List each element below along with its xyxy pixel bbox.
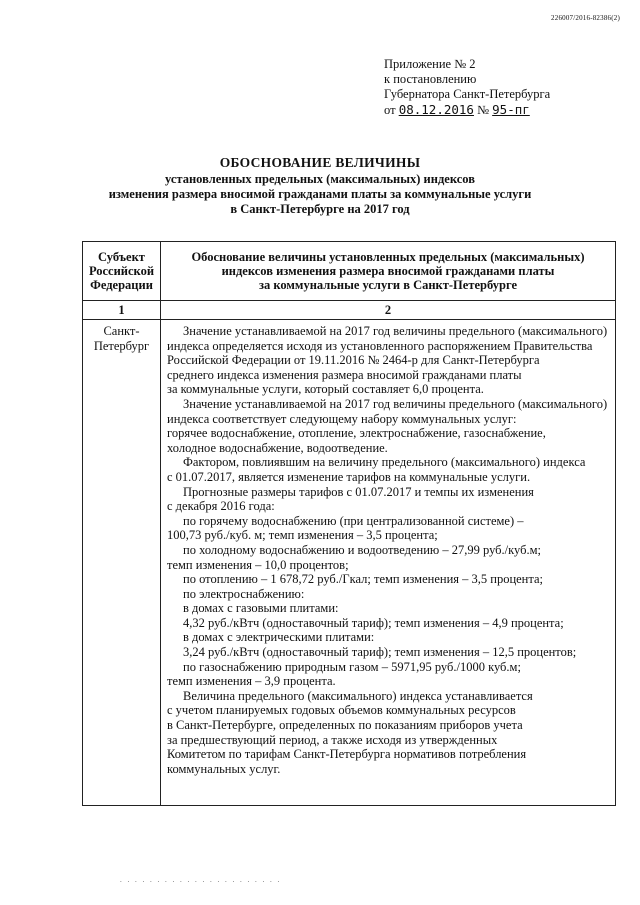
subject-line: Санкт-	[103, 324, 140, 338]
justification-line: коммунальных услуг.	[167, 761, 281, 776]
justification-table	[82, 241, 616, 806]
justification-line: индекса соответствует следующему набору коммунальных услуг:	[167, 411, 517, 426]
justification-line: Российской Федерации от 19.11.2016 № 2464-р для Санкт-Петербурга	[167, 353, 540, 368]
column-number-1: 1	[83, 301, 161, 320]
justification-line: по горячему водоснабжению (при централизованной системе) –	[183, 513, 524, 528]
justification-line: темп изменения – 10,0 процентов;	[167, 557, 349, 572]
subject-line: Петербург	[93, 339, 150, 353]
justification-line: Комитетом по тарифам Санкт-Петербурга нормативов потребления	[167, 747, 527, 762]
annex-date-line	[384, 102, 550, 118]
justification-line: в домах с электрическими плитами:	[183, 630, 375, 645]
justification-line: Фактором, повлиявшим на величину предельного (максимального) индекса	[183, 455, 586, 470]
justification-line: индекса определяется исходя из установленного распоряжением Правительства	[167, 338, 593, 353]
justification-line: с учетом планируемых годовых объемов коммунальных ресурсов	[167, 703, 516, 718]
justification-line: за коммунальные услуги, который составляет 6,0 процента.	[167, 382, 484, 397]
justification-line: Прогнозные размеры тарифов с 01.07.2017 и темпы их изменения	[183, 484, 534, 499]
justification-line: с декабря 2016 года:	[167, 499, 275, 514]
justification-line: 4,32 руб./кВтч (одноставочный тариф); темп изменения – 4,9 процента;	[183, 615, 564, 630]
annex-block	[384, 57, 550, 118]
justification-line: 100,73 руб./куб. м; темп изменения – 3,5 процента;	[167, 528, 438, 543]
scan-artifact-dots: . . . . . . . . . . . . . . . . . . . . . .	[120, 876, 282, 884]
date-prefix: от	[384, 103, 396, 117]
column-number-2: 2	[161, 301, 616, 320]
header-subject	[83, 242, 161, 301]
justification-line: холодное водоснабжение, водоотведение.	[167, 440, 388, 455]
justification-line: по холодному водоснабжению и водоотведению – 27,99 руб./куб.м;	[183, 542, 541, 557]
justification-line: среднего индекса изменения размера вносимой гражданами платы	[167, 367, 522, 382]
justification-line: темп изменения – 3,9 процента.	[167, 674, 336, 689]
annex-to-resolution: к постановлению	[384, 72, 477, 86]
title-line-3: изменения размера вносимой гражданами платы за коммунальные услуги	[108, 187, 532, 201]
resolution-date: 08.12.2016	[398, 102, 474, 117]
justification-line: по отоплению – 1 678,72 руб./Гкал; темп изменения – 3,5 процента;	[183, 572, 544, 587]
document-title	[0, 154, 640, 217]
justification-line: с 01.07.2017, является изменение тарифов на коммунальные услуги.	[167, 469, 531, 484]
header-subject-line: Субъект	[98, 250, 145, 264]
justification-line: в домах с газовыми плитами:	[183, 601, 339, 616]
justification-line: Величина предельного (максимального) индекса устанавливается	[183, 688, 533, 703]
justification-line: в Санкт-Петербурге, определенных по показаниям приборов учета	[167, 718, 523, 733]
justification-line: горячее водоснабжение, отопление, электроснабжение, газоснабжение,	[167, 426, 546, 441]
header-justification	[161, 242, 616, 301]
header-subject-line: Российской	[88, 264, 155, 278]
justification-line: по газоснабжению природным газом – 5971,95 руб./1000 куб.м;	[183, 659, 521, 674]
resolution-number: 95-пг	[492, 102, 530, 117]
header-justification-line: индексов изменения размера вносимой гражданами платы	[221, 264, 555, 278]
header-justification-line: Обоснование величины установленных предельных (максимальных)	[191, 250, 585, 264]
justification-line: Значение устанавливаемой на 2017 год величины предельного (максимального)	[183, 324, 608, 338]
column-number-row	[83, 301, 616, 320]
annex-issuer: Губернатора Санкт-Петербурга	[384, 87, 551, 101]
document-reference-number: 226007/2016-82386(2)	[551, 14, 620, 22]
number-prefix: №	[477, 103, 490, 117]
justification-line: за предшествующий период, а также исходя из утвержденных	[167, 732, 498, 747]
table-header-row	[83, 242, 616, 301]
justification-line: 3,24 руб./кВтч (одноставочный тариф); темп изменения – 12,5 процентов;	[183, 645, 577, 660]
title-line-1: ОБОСНОВАНИЕ ВЕЛИЧИНЫ	[219, 155, 421, 170]
header-subject-line: Федерации	[90, 278, 153, 292]
justification-text-cell	[161, 320, 616, 806]
header-justification-line: за коммунальные услуги в Санкт-Петербурге	[258, 278, 518, 292]
annex-title: Приложение № 2	[384, 57, 476, 71]
table-body-row	[83, 320, 616, 806]
justification-line: Значение устанавливаемой на 2017 год величины предельного (максимального)	[183, 396, 608, 411]
title-line-2: установленных предельных (максимальных) индексов	[165, 172, 475, 186]
justification-line: по электроснабжению:	[183, 586, 305, 601]
title-line-4: в Санкт-Петербурге на 2017 год	[230, 202, 410, 216]
subject-cell	[83, 320, 161, 806]
